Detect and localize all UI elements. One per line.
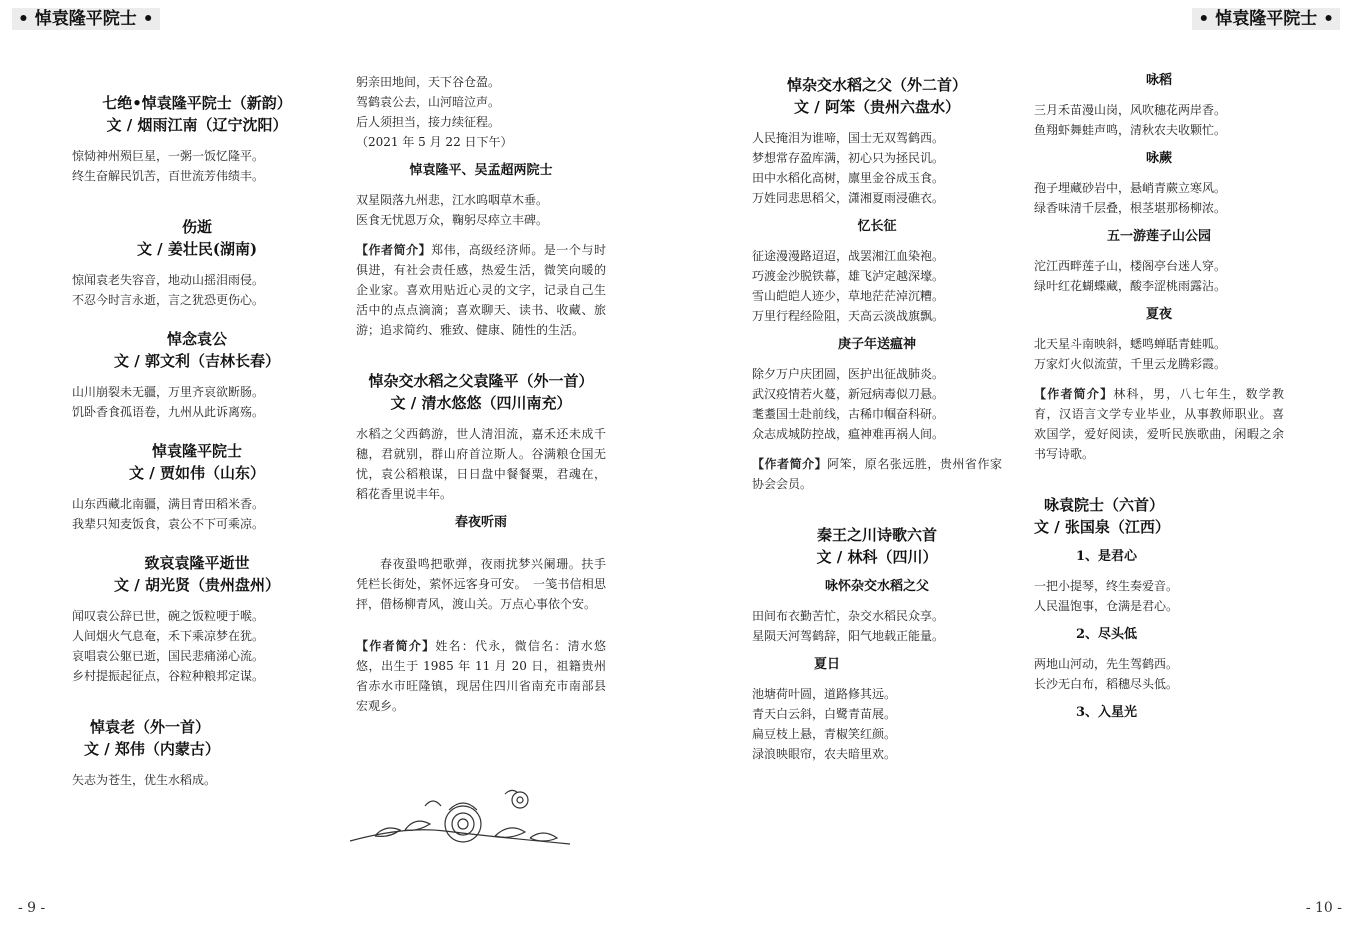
poem-block [72, 92, 322, 186]
poem-body [356, 190, 606, 230]
poem-line: 田中水稻化高树，廪里金谷成玉食。 [752, 171, 945, 185]
poem-title: 悼袁隆平、吴孟超两院士 [409, 163, 553, 178]
poem-line: 梦想常存盈库满，初心只为拯民讥。 [752, 151, 945, 165]
poem-line: 哀唱袁公躯已逝，国民悲痛涕心流。 [72, 649, 265, 663]
poem-line: 人民温饱事，仓满是君心。 [1034, 599, 1179, 613]
poem-line: 矢志为苍生，优生水稻成。 [72, 773, 217, 787]
poem-line: 饥卧香食孤语卷，九州从此诉离殇。 [72, 405, 265, 419]
poem-line: 我辈只知麦饭食，袁公不下可乘凉。 [72, 517, 265, 531]
poem-line: 人民掩泪为谁啼，国士无双驾鹤西。 [752, 131, 945, 145]
poem-body [752, 364, 1002, 444]
poem-line: 不忍今时言永逝，言之犹恐更伤心。 [72, 293, 265, 307]
poem-line: 星陨天河驾鹤辞，阳气地载正能量。 [752, 629, 945, 643]
author-bio [356, 636, 606, 716]
poem-line: 耄耋国士赴前线，古稀巾帼奋科研。 [752, 407, 945, 421]
poem-line: 一把小提琴，终生奏爱音。 [1034, 579, 1179, 593]
poem-line: 北天星斗南映斜，蟋鸣蝉聒青蛙呱。 [1034, 337, 1227, 351]
poem-title: 1、是君心 [1076, 549, 1138, 564]
section-author: 文 / 清水悠悠（四川南充） [390, 394, 572, 412]
poem-title: 悼袁隆平院士 [151, 442, 242, 460]
section-title: 悼杂交水稻之父（外二首） [786, 76, 967, 94]
bio-text: 阿笨，原名张远胜，贵州省作家协会会员。 [752, 457, 1002, 491]
section-author: 文 / 张国泉（江西） [1034, 518, 1170, 536]
poem-author: 文 / 胡光贤（贵州盘州） [114, 576, 280, 594]
poem-title: 忆长征 [857, 219, 897, 234]
poem-title: 致哀袁隆平逝世 [144, 554, 250, 572]
poem-title: 咏蕨 [1145, 151, 1172, 166]
poem-title: 庚子年送瘟神 [837, 337, 916, 352]
poem-body [1034, 334, 1284, 374]
bio-label: 【作者简介】 [752, 457, 828, 471]
poem-title: 春夜听雨 [454, 515, 507, 530]
poem-body [1034, 178, 1284, 218]
column-2 [356, 72, 606, 716]
column-4 [1034, 72, 1284, 722]
poem-line: 终生奋解民饥苦，百世流芳伟绩丰。 [72, 169, 265, 183]
poem-line: 山东西藏北南疆，满目青田稻米香。 [72, 497, 265, 511]
bio-text: 姓名：代永，微信名：清水悠悠，出生于 1985 年 11 月 20 日，祖籍贵州省赤水市旺隆镇，现居住四川省南充市南部县宏观乡。 [356, 639, 606, 713]
poem-line: 万姓同悲思稻父，潇湘夏雨浸礁衣。 [752, 191, 945, 205]
poem-author: 文 / 郭文利（吉林长春） [114, 352, 280, 370]
poem-author: 文 / 烟雨江南（辽宁沈阳） [106, 116, 288, 134]
poem-title: 夏日 [814, 657, 841, 672]
poem-body [72, 770, 322, 790]
poem-line: 青天白云斜，白鹭青苗展。 [752, 707, 897, 721]
poem-line: 三月禾苗漫山岗，风吹穗花两岸香。 [1034, 103, 1227, 117]
poem-body [752, 684, 1002, 764]
poem-line: 惊闻袁老失容音，地动山摇泪雨侵。 [72, 273, 265, 287]
poem-body [72, 270, 322, 310]
poem-body [1034, 654, 1284, 694]
poem-title: 咏稻 [1145, 73, 1172, 88]
poem-line: 除夕万户庆团圆，医护出征战肺炎。 [752, 367, 945, 381]
poem-title: 2、尽头低 [1076, 627, 1138, 642]
poem-author: 文 / 姜壮民(湖南) [136, 240, 258, 258]
poem-body [752, 128, 1002, 208]
poem-body [356, 554, 606, 614]
poem-continuation [356, 72, 606, 152]
poem-line: 躬亲田地间，天下谷仓盈。 [356, 75, 501, 89]
column-1 [72, 92, 322, 790]
poem-line: 渌浪映眼帘，农夫暗里欢。 [752, 747, 897, 761]
bio-text: 林科，男，八七年生，数学教育，汉语言文学专业毕业，从事教师职业。喜欢国学，爱好阅读，爱听民族歌曲，闲暇之余书写诗歌。 [1034, 387, 1284, 461]
flower-ornament-icon [345, 786, 575, 856]
poem-body [752, 606, 1002, 646]
bio-text: 郑伟，高级经济师。是一个与时俱进，有社会责任感，热爱生活，微笑向暖的企业家。喜欢用贴近心灵的文字，记录自己生活中的点点滴滴；喜欢聊天、读书、收藏、旅游；追求简约、雅致、健康、随性的生活。 [356, 243, 606, 337]
poem-author: 文 / 郑伟（内蒙古） [84, 740, 220, 758]
poem-title: 七绝•悼袁隆平院士（新韵） [102, 94, 292, 112]
poem-line: 长沙无白布，稻穗尽头低。 [1034, 677, 1179, 691]
poem-line: 山川崩裂未无疆，万里齐哀欲断肠。 [72, 385, 265, 399]
section-title: 咏袁院士（六首） [1044, 496, 1165, 514]
poem-body [1034, 576, 1284, 616]
poem-date: （2021 年 5 月 22 日下午） [356, 135, 513, 149]
poem-line: 驾鹤袁公去，山河暗泣声。 [356, 95, 501, 109]
poem-body [72, 494, 322, 534]
poem-title: 3、入星光 [1076, 705, 1138, 720]
author-bio [752, 454, 1002, 494]
poem-line: 征途漫漫路迢迢，战罢湘江血染袍。 [752, 249, 945, 263]
poem-body: 水稻之父西鹤游，世人清泪流，嘉禾还未成千穗，君就别，群山府首泣斯人。谷满粮仓国无忧，袁公稻粮谋，日日盘中餐餐粟，君魂在，稻花香里说丰年。 [356, 427, 606, 501]
poem-title: 悼念袁公 [166, 330, 227, 348]
page-number-left: - 9 - [18, 900, 46, 916]
poem-title: 悼袁老（外一首） [90, 718, 211, 736]
poem-title: 五一游莲子山公园 [1106, 229, 1211, 244]
running-header-right: • 悼袁隆平院士 • [1192, 8, 1340, 30]
poem-line: 沱江西畔莲子山，楼阁亭台迷人穿。 [1034, 259, 1227, 273]
poem-body [1034, 256, 1284, 296]
poem-paragraph: 春夜蛩鸣把歌弹，夜雨扰梦兴阑珊。扶手凭栏长街处，萦怀远客身可安。 一笺书信相思抨，借杨柳青风，渡山关。万点心事依个安。 [356, 557, 606, 611]
poem-title: 夏夜 [1145, 307, 1172, 322]
section-title: 悼杂交水稻之父袁隆平（外一首） [368, 372, 594, 390]
poem-body [752, 246, 1002, 326]
running-header-left: • 悼袁隆平院士 • [12, 8, 160, 30]
poem-line: 巧渡金沙脱铁幕，雄飞泸定越深壕。 [752, 269, 945, 283]
poem-line: 雪山皑皑人迹少，草地茫茫淖沉糟。 [752, 289, 945, 303]
bio-label: 【作者简介】 [1034, 387, 1114, 401]
poem-body [72, 606, 322, 686]
poem-body [72, 146, 322, 186]
poem-line: 鱼翔虾舞蛙声鸣，清秋农夫收颗忙。 [1034, 123, 1227, 137]
section-title: 秦王之川诗歌六首 [816, 526, 937, 544]
poem-line: 武汉疫情若火蔓，新冠病毒似刀悬。 [752, 387, 945, 401]
poem-line: 双星陨落九州悲，江水呜咽草木垂。 [356, 193, 549, 207]
poem-line: 两地山河动，先生驾鹤西。 [1034, 657, 1179, 671]
poem-title: 咏怀杂交水稻之父 [824, 579, 929, 594]
poem-line: 众志成城防控战，瘟神难再祸人间。 [752, 427, 945, 441]
poem-body [1034, 100, 1284, 140]
section-author: 文 / 林科（四川） [816, 548, 938, 566]
poem-line: 万家灯火似流萤，千里云龙腾彩霞。 [1034, 357, 1227, 371]
page-number-right: - 10 - [1305, 900, 1342, 916]
poem-line: 乡村提振起征点，谷粒种粮邦定谋。 [72, 669, 265, 683]
author-bio [356, 240, 606, 340]
poem-line: 绿香味清千层叠，根茎堪那杨柳浓。 [1034, 201, 1227, 215]
poem-line: 池塘荷叶圆，道路修其远。 [752, 687, 897, 701]
poem-line: 闻叹袁公辞已世，碗之饭粒哽于喉。 [72, 609, 265, 623]
poem-block [72, 216, 322, 310]
poem-author: 文 / 贾如伟（山东） [129, 464, 265, 482]
bio-label: 【作者简介】 [356, 243, 432, 257]
bio-label: 【作者简介】 [356, 639, 436, 653]
poem-line: 扁豆枝上悬，青椒笑红颜。 [752, 727, 897, 741]
poem-line: 田间布衣勤苦忙，杂交水稻民众享。 [752, 609, 945, 623]
poem-line: 孢子埋藏砂岩中，悬峭青蕨立寒风。 [1034, 181, 1227, 195]
poem-line: 人间烟火气息奄，禾下乘凉梦在犹。 [72, 629, 265, 643]
poem-block [72, 328, 322, 422]
section-author: 文 / 阿笨（贵州六盘水） [794, 98, 960, 116]
poem-line: 万里行程经险阻，天高云淡战旗飘。 [752, 309, 945, 323]
poem-line: 绿叶红花蝴蝶藏，酸李涩桃雨露沾。 [1034, 279, 1227, 293]
poem-block [72, 552, 322, 686]
poem-title: 伤逝 [181, 218, 212, 236]
poem-line: 后人须担当，接力续征程。 [356, 115, 501, 129]
poem-block [72, 440, 322, 534]
poem-line: 惊恸神州殒巨星，一粥一饭忆隆平。 [72, 149, 265, 163]
poem-block [72, 716, 322, 790]
poem-body [72, 382, 322, 422]
column-3 [752, 74, 1002, 764]
poem-line: 医食无忧恩万众，鞠躬尽瘁立丰碑。 [356, 213, 549, 227]
author-bio [1034, 384, 1284, 464]
